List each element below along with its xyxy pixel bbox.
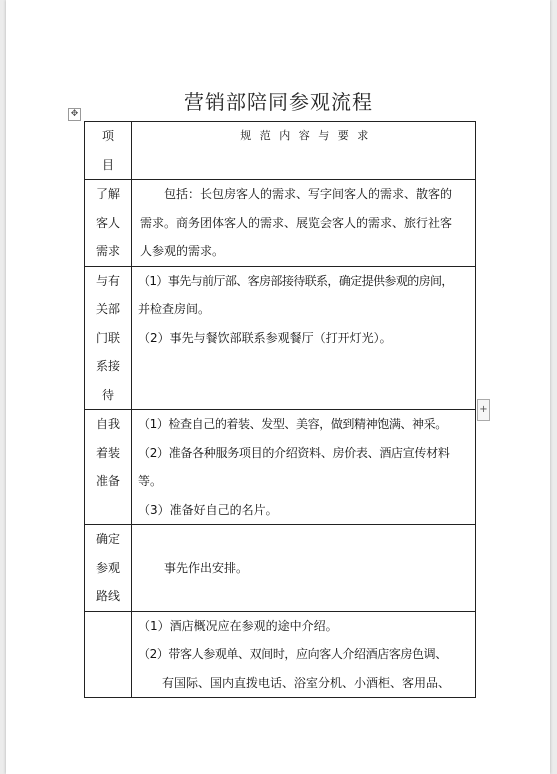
- row-content-line: 包括：长包房客人的需求、写字间客人的需求、散客的: [164, 187, 453, 201]
- row-content-line: 有国际、国内直拨电话、浴室分机、小酒柜、客用品、: [162, 675, 451, 690]
- row-content-cell: [132, 410, 476, 525]
- row-label-line: 自我: [95, 417, 120, 431]
- row-content-cell: [132, 266, 476, 410]
- table-row: [85, 266, 476, 410]
- table-row: [85, 410, 476, 525]
- row-label-line: 门联: [95, 330, 120, 345]
- table-row: [85, 611, 476, 698]
- row-content-line: 需求。商务团体客人的需求、展览会客人的需求、旅行社客: [140, 215, 453, 230]
- row-label-cell: [85, 611, 132, 698]
- row-label-line: 待: [101, 387, 114, 402]
- header-item-line-1: 项: [101, 129, 114, 143]
- row-label-line: 系接: [95, 359, 120, 373]
- document-title: 营销部陪同参观流程: [184, 90, 373, 114]
- header-content-cell: [132, 122, 476, 180]
- row-label-cell: [85, 525, 132, 612]
- row-content-line: （2）准备各种服务项目的介绍资料、房价表、酒店宣传材料: [138, 445, 450, 460]
- row-content-cell: [132, 525, 476, 612]
- table-header-row: [85, 122, 476, 180]
- row-content-line: （1）检查自己的着装、发型、美容，做到精神饱满、神采。: [138, 417, 447, 431]
- header-item-line-2: 目: [101, 157, 114, 172]
- row-label-cell: [85, 266, 132, 410]
- row-label-line: 关部: [95, 302, 120, 316]
- row-label-line: 路线: [95, 589, 120, 603]
- row-content-cell: [132, 180, 476, 267]
- row-content-line: （1）事先与前厅部、客房部接待联系，确定提供参观的房间，: [138, 273, 453, 288]
- row-label-line: 与有: [95, 273, 120, 288]
- row-label-cell: [85, 180, 132, 267]
- table-row: [85, 525, 476, 612]
- row-content-line: （1）酒店概况应在参观的途中介绍。: [138, 618, 338, 633]
- row-content-line: （2）带客人参观单、双间时，应向客人介绍酒店客房色调、: [138, 647, 447, 661]
- header-item-cell: [85, 122, 132, 180]
- header-content-text: 规 范 内 容 与 要 求: [240, 129, 371, 142]
- row-content-line: （3）准备好自己的名片。: [138, 502, 278, 517]
- table-row: [85, 180, 476, 267]
- row-content-line: 等。: [138, 474, 163, 488]
- row-label-line: 客人: [95, 215, 120, 230]
- row-label-line: 参观: [95, 560, 120, 575]
- row-label-line: 着装: [95, 445, 120, 460]
- row-label-line: 准备: [95, 474, 120, 488]
- row-label-cell: [85, 410, 132, 525]
- row-content-line: （2）事先与餐饮部联系参观餐厅（打开灯光）。: [138, 330, 392, 345]
- row-content-line: 人参观的需求。: [140, 244, 225, 258]
- row-label-line: 需求: [95, 244, 120, 258]
- add-column-handle-icon[interactable]: +: [477, 399, 490, 421]
- row-content-line: 事先作出安排。: [164, 560, 249, 575]
- row-content-cell: [132, 611, 476, 698]
- procedure-table: [84, 121, 476, 698]
- row-content-line: 并检查房间。: [138, 302, 211, 316]
- row-label-line: 确定: [95, 532, 120, 546]
- table-move-handle-icon[interactable]: ✥: [68, 108, 81, 121]
- row-label-line: 了解: [95, 187, 120, 201]
